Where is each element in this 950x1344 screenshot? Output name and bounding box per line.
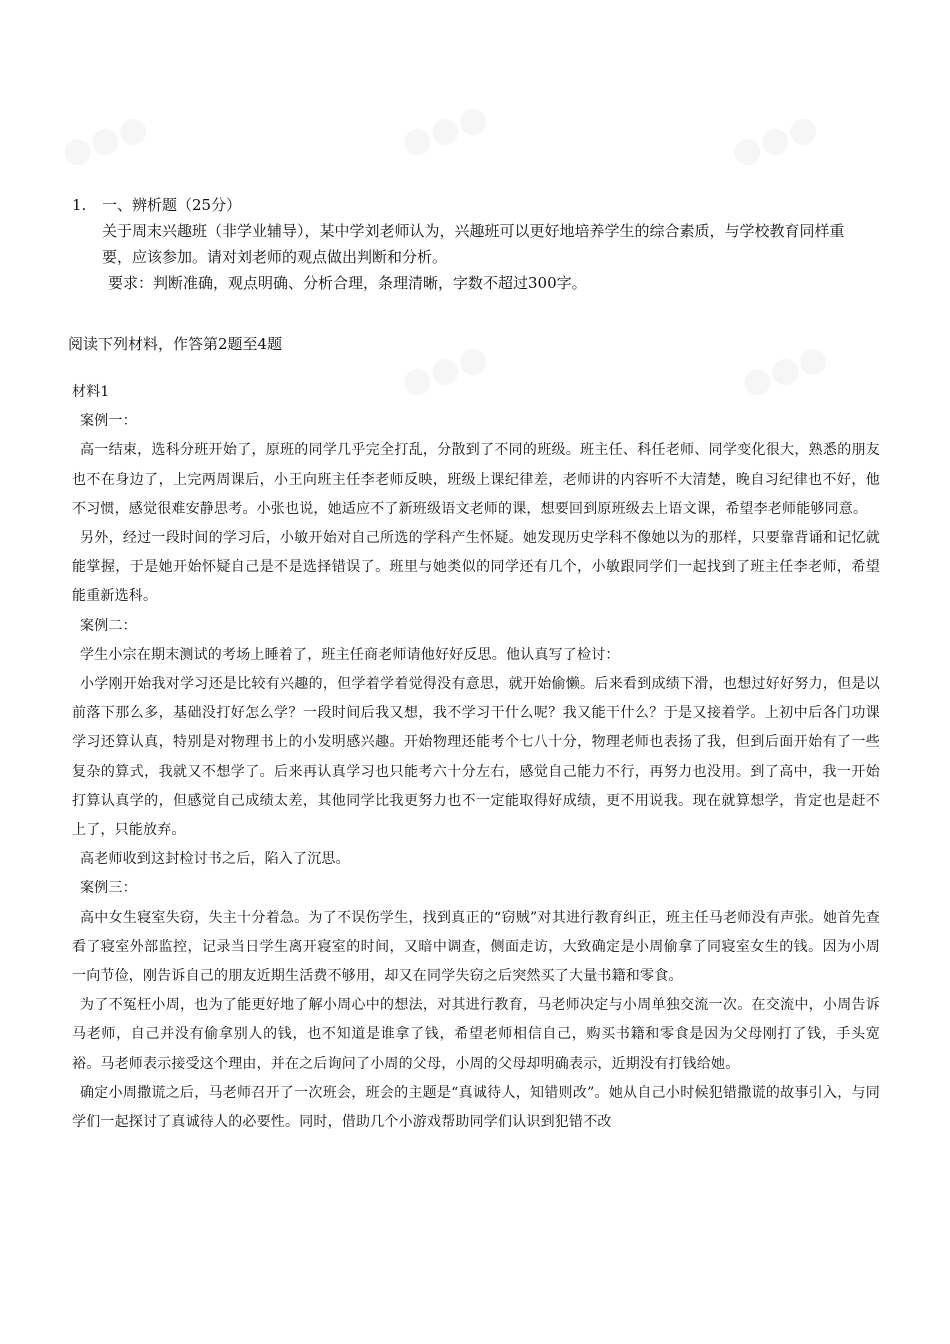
case-2-paragraph-2: 小学刚开始我对学习还是比较有兴趣的，但学着学着觉得没有意思，就开始偷懒。后来看到成绩下滑，也想过好好努力，但是以前落下那么多，基础没打好怎么学？一段时间后我又想，我不学习干什么呢？我又能干什么？于是又接着学。上初中后各门功课学习还算认真，特别是对物理书上的小发明感兴趣。开始物理还能考个七八十分，物理老师也表扬了我，但到后面开始有了一些复杂的算式，我就又不想学了。后来再认真学习也只能考六十分左右，感觉自己能力不行，再努力也没用。到了高中，我一开始打算认真学的，但感觉自己成绩太差，其他同学比我更努力也不一定能取得好成绩，更不用说我。现在就算想学，肯定也是赶不上了，只能放弃。 [72, 676, 880, 839]
case-2-paragraph-1: 学生小宗在期末测试的考场上睡着了，班主任商老师请他好好反思。他认真写了检讨： [80, 646, 620, 663]
watermark [726, 106, 823, 174]
reading-instruction: 阅读下列材料，作答第2题至4题 [68, 335, 283, 353]
case-1-paragraph-2: 另外，经过一段时间的学习后，小敏开始对自己所选的学科产生怀疑。她发现历史学科不像她以为的那样，只要靠背诵和记忆就能掌握，于是她开始怀疑自己是不是选择错误了。班里与她类似的同学还有几个，小敏跟同学们一起找到了班主任李老师，希望能重新选科。 [72, 530, 880, 605]
case-3-paragraph-1: 高中女生寝室失窃，失主十分着急。为了不误伤学生，找到真正的“窃贼”对其进行教育纠正，班主任马老师没有声张。她首先查看了寝室外部监控，记录当日学生离开寝室的时间，又暗中调查，侧面走访，大致确定是小周偷拿了同寝室女生的钱。因为小周一向节俭，刚告诉自己的朋友近期生活费不够用，却又在同学失窃之后突然买了大量书籍和零食。 [72, 909, 880, 985]
question-requirement: 要求：判断准确，观点明确、分析合理，条理清晰，字数不超过300字。 [108, 274, 587, 292]
case-3-paragraph-2: 为了不冤枉小周，也为了能更好地了解小周心中的想法，对其进行教育，马老师决定与小周单独交流一次。在交流中，小周告诉马老师，自己并没有偷拿别人的钱，也不知道是谁拿了钱，希望老师相信自己，购买书籍和零食是因为父母刚打了钱，手头宽裕。马老师表示接受这个理由，并在之后询问了小周的父母，小周的父母却明确表示，近期没有打钱给她。 [72, 997, 880, 1072]
case-2-title: 案例二： [80, 617, 137, 634]
question-number: 1. [72, 196, 87, 214]
material-title: 材料1 [72, 384, 110, 400]
case-1-paragraph-1: 高一结束，选科分班开始了，原班的同学几乎完全打乱，分散到了不同的班级。班主任、科任老师、同学变化很大，熟悉的朋友也不在身边了，上完两周课后，小王向班主任李老师反映，班级上课纪律差，老师讲的内容听不大清楚，晚自习纪律也不好，他不习惯，感觉很难安静思考。小张也说，她适应不了新班级语文老师的课，想要回到原班级去上语文课，希望李老师能够同意。 [72, 442, 880, 517]
question-title: 一、辨析题（25分） [102, 196, 242, 214]
material-section [72, 378, 880, 1137]
watermark [56, 106, 153, 174]
question-1-title-row [72, 192, 872, 218]
question-body: 关于周末兴趣班（非学业辅导），某中学刘老师认为，兴趣班可以更好地培养学生的综合素质，与学校教育同样重要，应该参加。请对刘老师的观点做出判断和分析。 [102, 222, 845, 266]
case-2-paragraph-3: 高老师收到这封检讨书之后，陷入了沉思。 [80, 851, 350, 868]
case-1-title: 案例一： [80, 413, 137, 430]
case-3-title: 案例三： [80, 880, 137, 897]
case-3-paragraph-3: 确定小周撒谎之后，马老师召开了一次班会，班会的主题是“真诚待人，知错则改”。她从自己小时候犯错撒谎的故事引入，与同学们一起探讨了真诚待人的必要性。同时，借助几个小游戏帮助同学们认识到犯错不改 [72, 1084, 880, 1131]
question-1 [72, 192, 872, 296]
watermark [396, 96, 493, 164]
